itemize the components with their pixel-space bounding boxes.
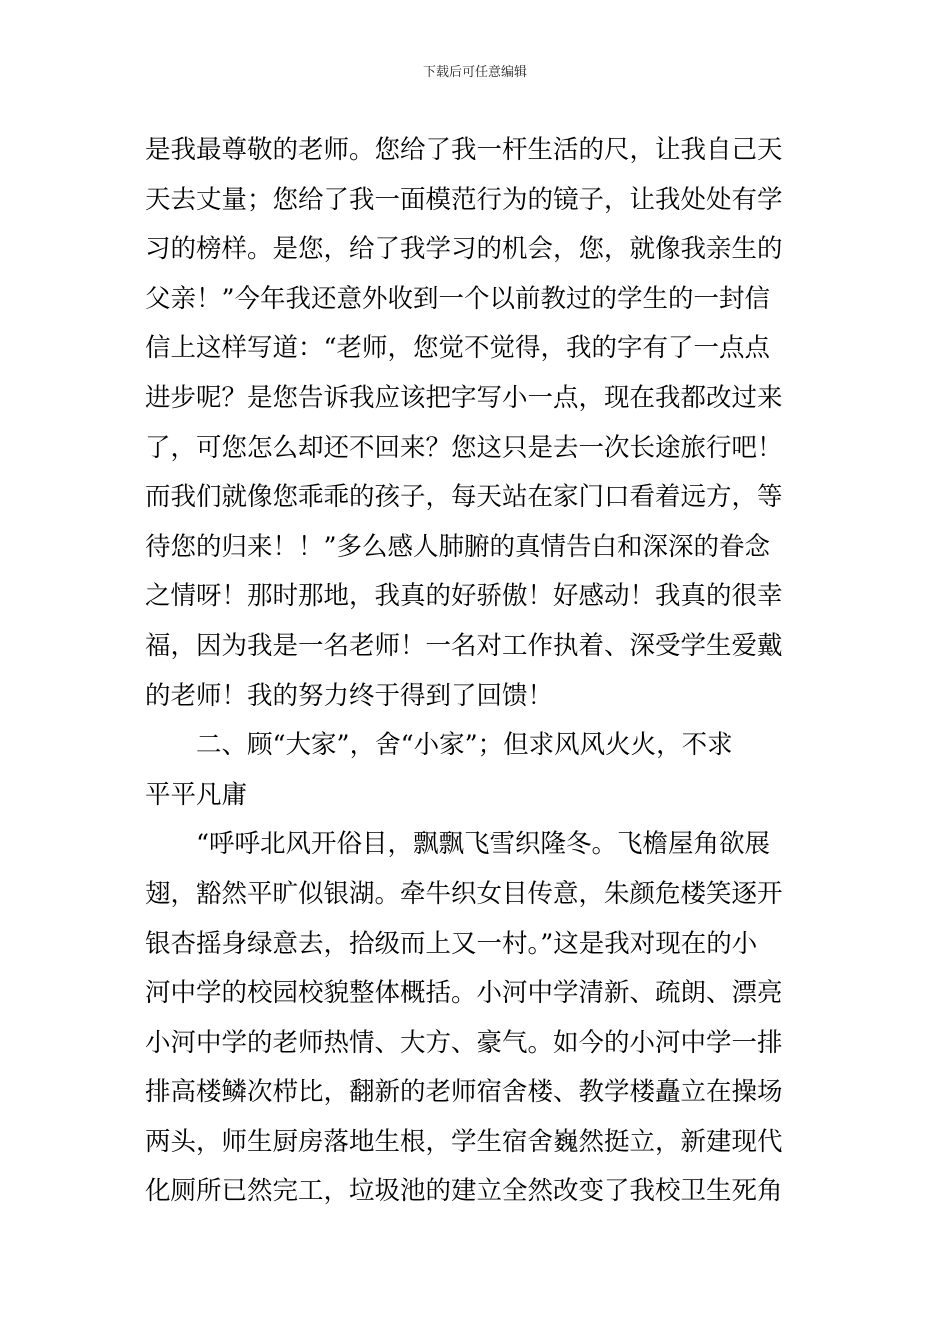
text-line: 福，因为我是一名老师！一名对工作执着、深受学生爱戴 bbox=[145, 630, 783, 661]
text-line: 习的榜样。是您，给了我学习的机会，您，就像我亲生的 bbox=[145, 234, 783, 265]
text-line: 而我们就像您乖乖的孩子，每天站在家门口看着远方，等 bbox=[145, 482, 783, 513]
text-line: 的老师！我的努力终于得到了回馈！ bbox=[145, 680, 554, 711]
section-heading: 二、顾“大家”，舍“小家”；但求风风火火，不求 bbox=[196, 730, 733, 761]
paragraph-first-line: “呼呼北风开俗目，飘飘飞雪织隆冬。飞檐屋角欲展 bbox=[196, 829, 771, 860]
text-line: 化厕所已然完工，垃圾池的建立全然改变了我校卫生死角 bbox=[145, 1176, 783, 1207]
text-line: 是我最尊敬的老师。您给了我一杆生活的尺，让我自己天 bbox=[145, 135, 783, 165]
text-line: 排高楼鳞次栉比，翻新的老师宿舍楼、教学楼矗立在操场 bbox=[145, 1077, 783, 1108]
document-body bbox=[145, 126, 815, 1217]
text-line: 两头，师生厨房落地生根，学生宿舍巍然挺立，新建现代 bbox=[145, 1126, 783, 1157]
text-line: 之情呀！那时那地，我真的好骄傲！好感动！我真的很幸 bbox=[145, 581, 783, 612]
section-heading-continued: 平平凡庸 bbox=[145, 779, 248, 810]
text-line: 天去丈量；您给了我一面模范行为的镜子，让我处处有学 bbox=[145, 184, 783, 215]
text-line: 待您的归来！！”多么感人肺腑的真情告白和深深的眷念 bbox=[145, 531, 771, 562]
text-line: 了，可您怎么却还不回来？您这只是去一次长途旅行吧！ bbox=[145, 432, 783, 463]
text-line: 信上这样写道：“老师，您觉不觉得，我的字有了一点点 bbox=[145, 333, 771, 364]
text-line: 父亲！”今年我还意外收到一个以前教过的学生的一封信 bbox=[145, 283, 771, 314]
page-header: 下载后可任意编辑 bbox=[422, 65, 527, 80]
text-line: 小河中学的老师热情、大方、豪气。如今的小河中学一排 bbox=[145, 1027, 783, 1058]
text-line: 河中学的校园校貌整体概括。小河中学清新、疏朗、漂亮 bbox=[145, 978, 783, 1009]
text-line: 银杏摇身绿意去，拾级而上又一村。”这是我对现在的小 bbox=[145, 928, 758, 959]
text-line: 翅，豁然平旷似银湖。牵牛织女目传意，朱颜危楼笑逐开 bbox=[145, 878, 783, 909]
text-line: 进步呢？是您告诉我应该把字写小一点，现在我都改过来 bbox=[145, 382, 783, 413]
